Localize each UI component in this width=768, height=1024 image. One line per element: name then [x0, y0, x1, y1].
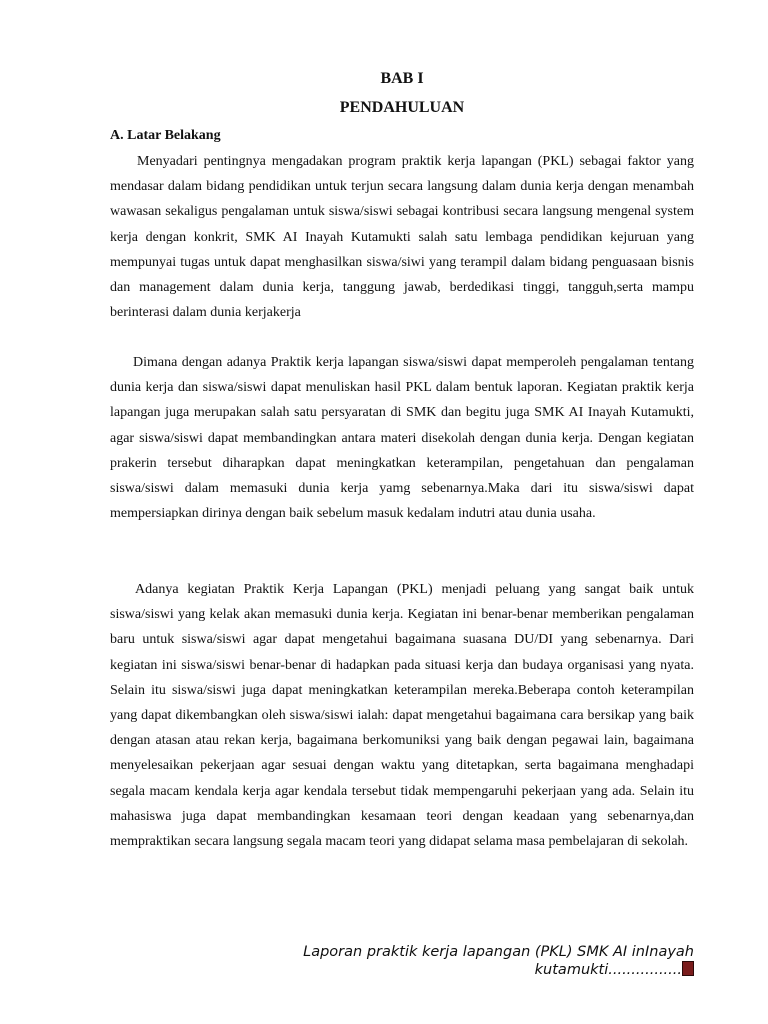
page-number-box	[682, 961, 694, 976]
paragraph-3: Adanya kegiatan Praktik Kerja Lapangan (PKL) menjadi peluang yang sangat baik untuk siswa/siswi yang kelak akan memasuki dunia kerja. Kegiatan ini benar-benar memberikan pengalaman baru untuk siswa/siswi agar dapat mengetahui bagaimana suasana DU/DI yang sebenarnya. Dari kegiatan ini siswa/siswi benar-benar di hadapkan pada situasi kerja dan budaya organisasi yang nyata. Selain itu siswa/siswi juga dapat meningkatkan keterampilan mereka.Beberapa contoh keterampilan yang dapat dikembangkan oleh siswa/siswi ialah: dapat mengetahui bagaimana cara bersikap yang baik dengan atasan atau rekan kerja, bagaimana berkomuniksi yang baik dengan pegawai lain, bagaimana menyelesaikan pekerjaan agar sesuai dengan waktu yang ditetapkan, serta bagaimana menghadapi segala macam kendala kerja agar kendala tersebut tidak mempengaruhi pekerjaan yang ada. Selain itu mahasiswa juga dapat membandingkan kesamaan teori dengan keadaan yang sebenarnya,dan mempraktikan secara langsung segala macam teori yang didapat selama masa pembelajaran di sekolah.	[110, 582, 694, 850]
footer-line-1: Laporan praktik kerja lapangan (PKL) SMK AI inInayah	[303, 944, 694, 960]
page-footer	[260, 944, 694, 979]
section-heading: A. Latar Belakang	[110, 128, 221, 143]
footer-line-2-wrap	[260, 961, 694, 979]
paragraph-1: Menyadari pentingnya mengadakan program praktik kerja lapangan (PKL) sebagai faktor yang mendasar dalam bidang pendidikan untuk terjun secara langsung dalam dunia kerja dengan menambah wawasan sekaligus pengalaman untuk siswa/siswi sebagai kontribusi secara langsung mengenal system kerja dengan konkrit, SMK AI Inayah Kutamukti salah satu lembaga pendidikan kejuruan yang mempunyai tugas untuk dapat menghasilkan siswa/siwi yang terampil dalam bidang penguasaan bisnis dan management dalam dunia kerja, tanggung jawab, berdedikasi tinggi, tangguh,serta mampu berinterasi dalam dunia kerjakerja	[110, 154, 694, 321]
chapter-number: BAB I	[380, 70, 424, 87]
footer-line-2: kutamukti................	[534, 962, 682, 978]
paragraph-2: Dimana dengan adanya Praktik kerja lapangan siswa/siswi dapat memperoleh pengalaman tentang dunia kerja dan siswa/siswi dapat menuliskan hasil PKL dalam bentuk laporan. Kegiatan praktik kerja lapangan juga merupakan salah satu persyaratan di SMK dan begitu juga SMK AI Inayah Kutamukti, agar siswa/siswi dapat membandingkan antara materi disekolah dengan dunia kerja. Dengan kegiatan prakerin tersebut diharapkan dapat meningkatkan keterampilan, pengetahuan dan pengalaman siswa/siswi dalam memasuki dunia kerja yamg sebenarnya.Maka dari itu siswa/siswi dapat mempersiapkan dirinya dengan baik sebelum masuk kedalam indutri atau dunia usaha.	[110, 355, 694, 522]
chapter-title: PENDAHULUAN	[339, 99, 465, 116]
